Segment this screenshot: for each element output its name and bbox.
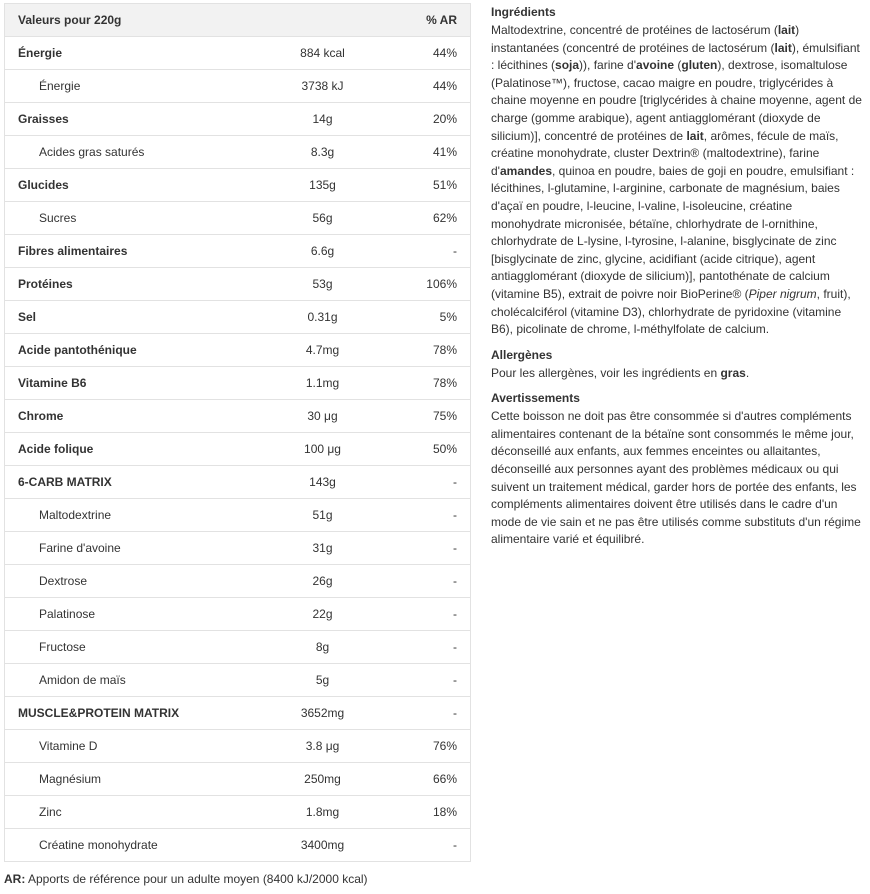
nutrient-ar: 78% — [378, 334, 471, 367]
nutrient-value: 3652mg — [268, 697, 378, 730]
nutrition-row — [5, 598, 471, 631]
nutrient-value: 56g — [268, 202, 378, 235]
nutrient-value: 53g — [268, 268, 378, 301]
ingredient-text-segment: , fruit), cholécalciférol (vitamine D3), chlorhydrate de pyridoxine (vitamine B6), picolinate de chrome, l-méthylfolate de calcium. — [491, 286, 851, 337]
nutrient-ar: 78% — [378, 367, 471, 400]
nutrient-ar: - — [378, 499, 471, 532]
nutrient-value: 250mg — [268, 763, 378, 796]
ingredient-text-segment: , arômes, fécule de maïs, créatine monohydrate, cluster Dextrin® (maltodextrine), farine d' — [491, 128, 839, 178]
nutrition-row — [5, 268, 471, 301]
nutrient-value: 51g — [268, 499, 378, 532]
nutrient-ar: 44% — [378, 70, 471, 103]
nutrient-ar: - — [378, 532, 471, 565]
footnote-abbr: AR: — [4, 872, 26, 886]
nutrient-ar: 5% — [378, 301, 471, 334]
nutrition-row — [5, 367, 471, 400]
nutrient-name: Énergie — [5, 70, 268, 103]
nutrient-value: 14g — [268, 103, 378, 136]
nutrition-table-container — [4, 3, 470, 862]
nutrient-value: 30 μg — [268, 400, 378, 433]
nutrient-value: 22g — [268, 598, 378, 631]
nutrition-body — [5, 37, 471, 862]
nutrient-name: Acide pantothénique — [5, 334, 268, 367]
nutrient-ar: - — [378, 697, 471, 730]
product-info — [491, 4, 863, 557]
nutrient-name: Chrome — [5, 400, 268, 433]
nutrition-row — [5, 466, 471, 499]
nutrient-name: Vitamine D — [5, 730, 268, 763]
nutrient-ar: 62% — [378, 202, 471, 235]
nutrient-ar: 44% — [378, 37, 471, 70]
nutrient-value: 3738 kJ — [268, 70, 378, 103]
nutrient-value: 143g — [268, 466, 378, 499]
nutrient-name: Fibres alimentaires — [5, 235, 268, 268]
ingredient-allergen: lait — [774, 40, 792, 55]
nutrient-ar: 106% — [378, 268, 471, 301]
nutrient-value: 1.8mg — [268, 796, 378, 829]
nutrient-value: 100 μg — [268, 433, 378, 466]
ingredient-text-segment: ( — [674, 58, 682, 73]
nutrient-name: Acides gras saturés — [5, 136, 268, 169]
nutrient-name: Énergie — [5, 37, 268, 70]
nutrient-value: 0.31g — [268, 301, 378, 334]
nutrient-value: 4.7mg — [268, 334, 378, 367]
ingredient-text-segment: ) instantanées (concentré de protéines de lactosérum ( — [491, 23, 800, 55]
nutrient-ar: 41% — [378, 136, 471, 169]
nutrient-value: 6.6g — [268, 235, 378, 268]
nutrient-ar: - — [378, 631, 471, 664]
nutrient-ar: 20% — [378, 103, 471, 136]
nutrient-ar: 76% — [378, 730, 471, 763]
allergens-title: Allergènes — [491, 347, 553, 362]
nutrition-row — [5, 400, 471, 433]
nutrient-name: Créatine monohydrate — [5, 829, 268, 862]
ingredient-allergen: gluten — [681, 58, 718, 73]
nutrition-table — [4, 3, 471, 862]
warnings-text: Cette boisson ne doit pas être consommée si d'autres compléments alimentaires contenant de la bétaïne sont consommés le même jour, déconseillé aux enfants, aux femmes enceintes ou allaitantes, déconseillé aux personnes ayant des problèmes médicaux ou qui suivent un traitement médical, garder hors de portée des enfants, les compléments alimentaires doivent être utilisés dans le cadre d'un mode de vie sain et ne pas être utilisés comme substituts d'un régime alimentaire varié et équilibré. — [491, 409, 861, 547]
allergens-text-end: . — [745, 365, 750, 380]
nutrient-name: Acide folique — [5, 433, 268, 466]
nutrient-value: 1.1mg — [268, 367, 378, 400]
nutrition-row — [5, 697, 471, 730]
ingredients-section — [491, 4, 863, 339]
header-ar: % AR — [378, 4, 471, 37]
ingredient-allergen: lait — [777, 23, 796, 37]
nutrition-row — [5, 631, 471, 664]
nutrition-row — [5, 103, 471, 136]
nutrient-ar: - — [378, 235, 471, 268]
nutrient-ar: 50% — [378, 433, 471, 466]
nutrient-ar: - — [378, 598, 471, 631]
nutrient-name: Magnésium — [5, 763, 268, 796]
nutrient-name: Vitamine B6 — [5, 367, 268, 400]
ingredient-allergen: lait — [686, 128, 704, 143]
nutrition-row — [5, 169, 471, 202]
nutrition-row — [5, 565, 471, 598]
nutrient-value: 8g — [268, 631, 378, 664]
ingredient-text-segment: )), farine d' — [579, 58, 637, 73]
nutrient-value: 5g — [268, 664, 378, 697]
nutrient-name: Protéines — [5, 268, 268, 301]
nutrition-row — [5, 763, 471, 796]
ingredient-allergen: avoine — [636, 58, 675, 73]
nutrient-name: Graisses — [5, 103, 268, 136]
nutrition-header-row — [5, 4, 471, 37]
nutrient-value: 31g — [268, 532, 378, 565]
nutrient-name: Maltodextrine — [5, 499, 268, 532]
nutrition-row — [5, 433, 471, 466]
nutrition-row — [5, 499, 471, 532]
nutrition-row — [5, 829, 471, 862]
nutrition-row — [5, 334, 471, 367]
nutrient-ar: 66% — [378, 763, 471, 796]
nutrient-ar: - — [378, 829, 471, 862]
nutrient-name: Sel — [5, 301, 268, 334]
nutrition-row — [5, 37, 471, 70]
nutrient-name: MUSCLE&PROTEIN MATRIX — [5, 697, 268, 730]
nutrition-row — [5, 730, 471, 763]
footnote-text: Apports de référence pour un adulte moyen (8400 kJ/2000 kcal) — [25, 872, 368, 886]
nutrition-row — [5, 301, 471, 334]
ingredient-text-segment: Piper nigrum — [748, 286, 817, 301]
ingredients-title: Ingrédients — [491, 5, 556, 19]
allergens-text-bold: gras — [720, 365, 746, 380]
nutrition-row — [5, 532, 471, 565]
nutrient-value: 135g — [268, 169, 378, 202]
nutrient-ar: - — [378, 664, 471, 697]
nutrient-ar: - — [378, 466, 471, 499]
nutrient-name: Dextrose — [5, 565, 268, 598]
nutrient-value: 884 kcal — [268, 37, 378, 70]
nutrient-ar: 75% — [378, 400, 471, 433]
nutrient-name: 6-CARB MATRIX — [5, 466, 268, 499]
allergens-text — [491, 365, 863, 383]
nutrient-name: Farine d'avoine — [5, 532, 268, 565]
nutrient-name: Amidon de maïs — [5, 664, 268, 697]
nutrient-name: Fructose — [5, 631, 268, 664]
ingredient-allergen: amandes — [499, 163, 552, 178]
ingredients-text — [491, 22, 863, 339]
nutrient-name: Zinc — [5, 796, 268, 829]
nutrition-row — [5, 235, 471, 268]
ingredient-text-segment: ), dextrose, isomaltulose (Palatinose™), fructose, cacao maigre en poudre, triglycérides à chaine moyenne en poudre [triglycérides à chaine moyenne, agent de charge (gomme arabique), agent antiagglomérant (dioxyde de silicium)], concentré de protéines de — [491, 58, 862, 143]
nutrition-row — [5, 136, 471, 169]
allergens-text-main: Pour les allergènes, voir les ingrédients en — [491, 365, 721, 380]
nutrient-name: Palatinose — [5, 598, 268, 631]
nutrition-row — [5, 202, 471, 235]
warnings-section — [491, 390, 863, 549]
nutrition-row — [5, 664, 471, 697]
nutrient-ar: - — [378, 565, 471, 598]
allergens-section — [491, 347, 863, 383]
nutrient-value: 8.3g — [268, 136, 378, 169]
nutrient-value: 3.8 μg — [268, 730, 378, 763]
nutrient-value: 26g — [268, 565, 378, 598]
ingredient-text-segment: ), émulsifiant : lécithines ( — [491, 40, 860, 73]
nutrient-value: 3400mg — [268, 829, 378, 862]
nutrient-ar: 51% — [378, 169, 471, 202]
nutrient-ar: 18% — [378, 796, 471, 829]
nutrient-name: Sucres — [5, 202, 268, 235]
nutrition-row — [5, 70, 471, 103]
ingredient-allergen: soja — [555, 58, 580, 73]
ingredient-text-segment: Maltodextrine, concentré de protéines de lactosérum ( — [491, 23, 778, 37]
header-value — [268, 4, 378, 37]
ar-footnote — [4, 872, 368, 886]
ingredient-text-segment: , quinoa en poudre, baies de goji en poudre, emulsifiant : lécithines, l-glutamine, l-arginine, carbonate de magnésium, baies d'açaï en poudre, l-leucine, l-valine, l-isoleucine, créatine monohydrate micronisée, bétaïne, chlorhydrate de l-ornithine, chlorhydrate de L-lysine, l-tyrosine, l-alanine, bisglycinate de zinc [bisglycinate de zinc, glycine, acidifiant (acide citrique), agent antiagglomérant (dioxyde de silicium)], pantothénate de calcium (vitamine B5), extrait de poivre noir BioPerine® ( — [491, 163, 855, 301]
nutrient-name: Glucides — [5, 169, 268, 202]
header-serving: Valeurs pour 220g — [5, 4, 268, 37]
warnings-title: Avertissements — [491, 391, 580, 406]
nutrition-row — [5, 796, 471, 829]
